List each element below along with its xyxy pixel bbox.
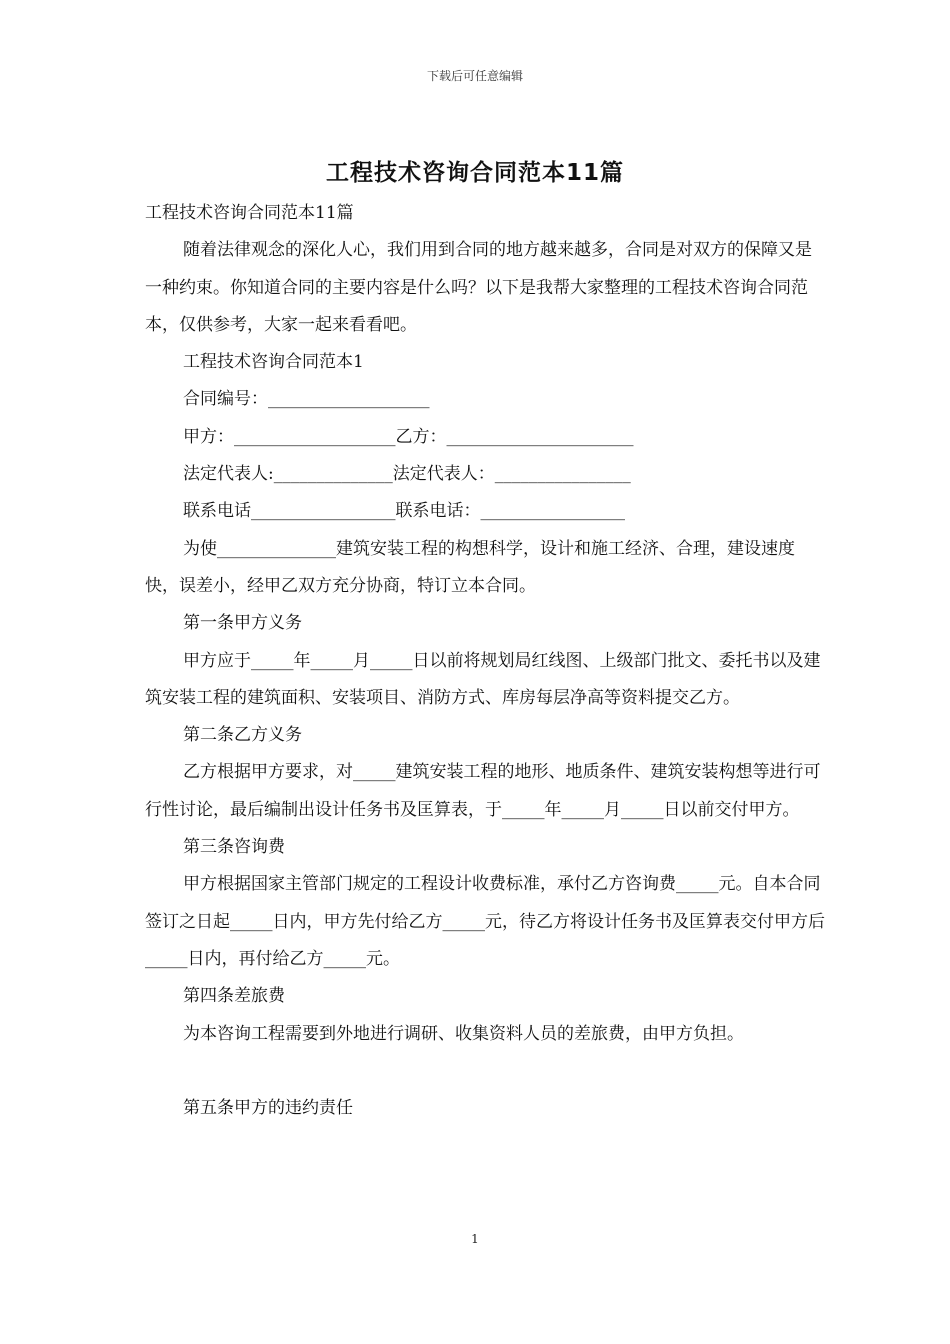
document-title: 工程技术咨询合同范本11篇 <box>325 160 624 186</box>
article-2-paragraph: 乙方根据甲方要求，对_____建筑安装工程的地形、地质条件、建筑安装构想等进行可行性讨论，最后编制出设计任务书及匡算表，于_____年_____月_____日以前交付甲方。 <box>145 762 821 820</box>
article-4-heading: 第四条差旅费 <box>183 986 285 1007</box>
subtitle-line: 工程技术咨询合同范本11篇 <box>145 203 354 223</box>
article-1-paragraph: 甲方应于_____年_____月_____日以前将规划局红线图、上级部门批文、委托书以及建筑安装工程的建筑面积、安装项目、消防方式、库房每层净高等资料提交乙方。 <box>145 650 821 708</box>
page-number: 1 <box>471 1232 479 1246</box>
article-1-heading: 第一条甲方义务 <box>183 613 302 634</box>
contract-number-field: 合同编号：___________________ <box>183 389 430 410</box>
blank-line <box>145 1053 825 1090</box>
header-note: 下载后可任意编辑 <box>426 69 523 83</box>
section-heading-contract-1: 工程技术咨询合同范本1 <box>183 352 364 373</box>
article-3-paragraph: 甲方根据国家主管部门规定的工程设计收费标准，承付乙方咨询费_____元。自本合同签订之日起_____日内，甲方先付给乙方_____元，待乙方将设计任务书及匡算表交付甲方后_____日内，再付给乙方_____元。 <box>145 874 825 969</box>
legal-representative-field: 法定代表人:______________法定代表人：________________ <box>183 464 631 485</box>
party-names-field: 甲方：___________________乙方：______________________ <box>183 426 634 447</box>
article-5-heading: 第五条甲方的违约责任 <box>183 1098 353 1119</box>
document-body <box>145 195 825 1127</box>
article-3-heading: 第三条咨询费 <box>183 837 285 858</box>
article-2-heading: 第二条乙方义务 <box>183 725 302 746</box>
purpose-paragraph: 为使______________建筑安装工程的构想科学，设计和施工经济、合理，建设速度快，误差小，经甲乙双方充分协商，特订立本合同。 <box>145 538 795 596</box>
contact-phone-field: 联系电话_________________联系电话：_________________ <box>183 501 625 522</box>
article-4-paragraph: 为本咨询工程需要到外地进行调研、收集资料人员的差旅费，由甲方负担。 <box>183 1023 744 1044</box>
intro-paragraph: 随着法律观念的深化人心，我们用到合同的地方越来越多，合同是对双方的保障又是一种约束。你知道合同的主要内容是什么吗？以下是我帮大家整理的工程技术咨询合同范本，仅供参考，大家一起来看看吧。 <box>145 240 812 335</box>
